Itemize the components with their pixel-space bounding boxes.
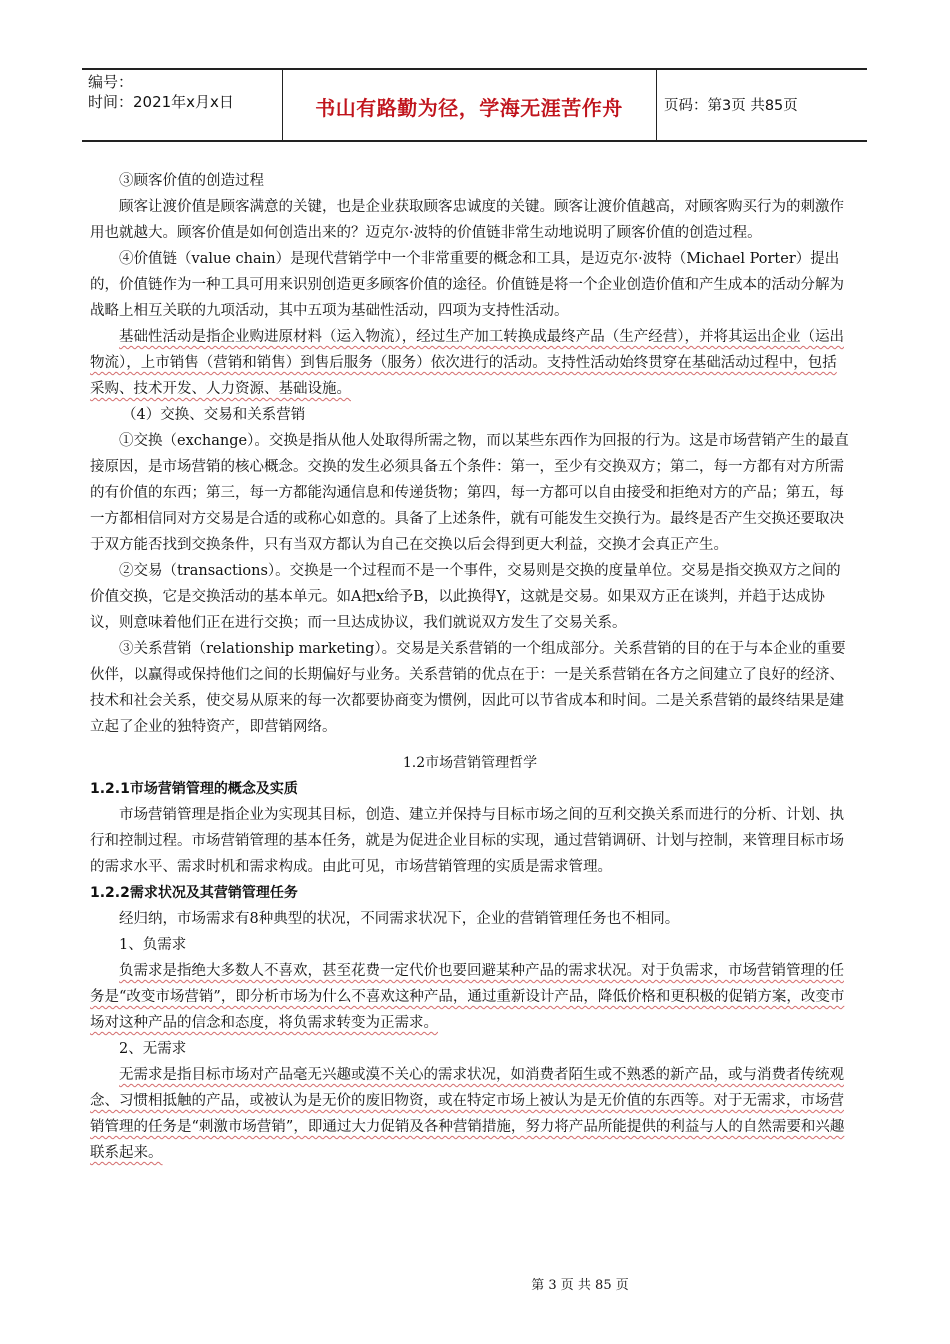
paragraph-no-demand bbox=[90, 1062, 850, 1166]
header-divider-right bbox=[656, 70, 657, 140]
no-demand-text: 无需求是指目标市场对产品毫无兴趣或漠不关心的需求状况，如消费者陌生或不熟悉的新产品，或与消费者传统观念、习惯相抵触的产品，或被认为是无价的废旧物资，或在特定市场上被认为是无价值的东西等。对于无需求，市场营销管理的任务是“刺激市场营销”，即通过大力促销及各种营销措施，努力将产品所能提供的利益与人的自然需要和兴趣联系起来。 bbox=[90, 1067, 845, 1161]
paragraph-demand-states: 经归纳，市场需求有8种典型的状况，不同需求状况下，企业的营销管理任务也不相同。 bbox=[119, 911, 680, 927]
document-body bbox=[90, 168, 850, 1166]
heading-1-2-1: 1.2.1市场营销管理的概念及实质 bbox=[90, 781, 298, 797]
paragraph-relationship-marketing: ③关系营销（relationship marketing）。交易是关系营销的一个组成部分。关系营销的目的在于与本企业的重要伙伴，以赢得或保持他们之间的长期偏好与业务。关系营销的优点在于：一是关系营销在各方之间建立了良好的经济、技术和社会关系，使交易从原来的每一次都要协商变为惯例，因此可以节省成本和时间。二是关系营销的最终结果是建立起了企业的独特资产，即营销网络。 bbox=[90, 641, 846, 735]
paragraph-transactions: ②交易（transactions）。交换是一个过程而不是一个事件，交易则是交换的度量单位。交易是指交换双方之间的价值交换，它是交换活动的基本单元。如A把x给予B，以此换得Y，这就是交易。如果双方正在谈判，并趋于达成协议，则意味着他们正在进行交换；而一旦达成协议，我们就说双方发生了交易关系。 bbox=[90, 563, 841, 631]
document-number-label: 编号： bbox=[88, 73, 134, 91]
paragraph-value-chain: ④价值链（value chain）是现代营销学中一个非常重要的概念和工具，是迈克尔·波特（Michael Porter）提出的，价值链作为一种工具可用来识别创造更多顾客价值的途径。价值链是将一个企业创造价值和产生成本的活动分解为战略上相互关联的九项活动，其中五项为基础性活动，四项为支持性活动。 bbox=[90, 251, 844, 319]
basic-activities-text: 基础性活动是指企业购进原材料（运入物流），经过生产加工转换成最终产品（生产经营），并将其运出企业（运出物流），上市销售（营销和销售）到售后服务（服务）依次进行的活动。支持性活动始终贯穿在基础活动过程中，包括采购、技术开发、人力资源、基础设施。 bbox=[90, 329, 844, 397]
paragraph-customer-value-title: ③顾客价值的创造过程 bbox=[119, 173, 264, 189]
paragraph-marketing-management: 市场营销管理是指企业为实现其目标，创造、建立并保持与目标市场之间的互利交换关系而进行的分析、计划、执行和控制过程。市场营销管理的基本任务，就是为促进企业目标的实现，通过营销调研、计划与控制，来管理目标市场的需求水平、需求时机和需求构成。由此可见，市场营销管理的实质是需求管理。 bbox=[90, 807, 844, 875]
paragraph-exchange: ①交换（exchange）。交换是指从他人处取得所需之物，而以某些东西作为回报的行为。这是市场营销产生的最直接原因，是市场营销的核心概念。交换的发生必须具备五个条件：第一，至少有交换双方；第二，每一方都有对方所需的有价值的东西；第三，每一方都能沟通信息和传递货物；第四，每一方都可以自由接受和拒绝对方的产品；第五，每一方都相信同对方交易是合适的或称心如意的。具备了上述条件，就有可能发生交换行为。最终是否产生交换还要取决于双方能否找到交换条件，只有当双方都认为自己在交换以后会得到更大利益，交换才会真正产生。 bbox=[90, 433, 849, 553]
header-motto: 书山有路勤为径，学海无涯苦作舟 bbox=[315, 96, 623, 120]
document-time-label: 时间：2021年x月x日 bbox=[88, 93, 234, 111]
header-left-cell bbox=[88, 72, 280, 112]
header-table bbox=[82, 68, 867, 142]
heading-1-2-2: 1.2.2需求状况及其营销管理任务 bbox=[90, 885, 298, 901]
footer-page-number: 第 3 页 共 85 页 bbox=[531, 1278, 629, 1293]
header-page-info: 页码：第3页 共85页 bbox=[664, 98, 798, 114]
paragraph-negative-demand bbox=[90, 958, 850, 1036]
negative-demand-text: 负需求是指绝大多数人不喜欢，甚至花费一定代价也要回避某种产品的需求状况。对于负需求，市场营销管理的任务是“改变市场营销”，即分析市场为什么不喜欢这种产品，通过重新设计产品，降低价格和更积极的促销方案，改变市场对这种产品的信念和态度，将负需求转变为正需求。 bbox=[90, 963, 845, 1031]
page-footer bbox=[0, 1274, 950, 1293]
paragraph-customer-delivered-value: 顾客让渡价值是顾客满意的关键，也是企业获取顾客忠诚度的关键。顾客让渡价值越高，对顾客购买行为的刺激作用也就越大。顾客价值是如何创造出来的？迈克尔·波特的价值链非常生动地说明了顾客价值的创造过程。 bbox=[90, 199, 844, 241]
paragraph-exchange-section-title: （4）交换、交易和关系营销 bbox=[122, 407, 306, 423]
paragraph-basic-activities bbox=[90, 324, 850, 402]
section-title: 1.2市场营销管理哲学 bbox=[402, 755, 538, 771]
heading-negative-demand: 1、负需求 bbox=[119, 937, 187, 953]
heading-no-demand: 2、无需求 bbox=[119, 1041, 187, 1057]
